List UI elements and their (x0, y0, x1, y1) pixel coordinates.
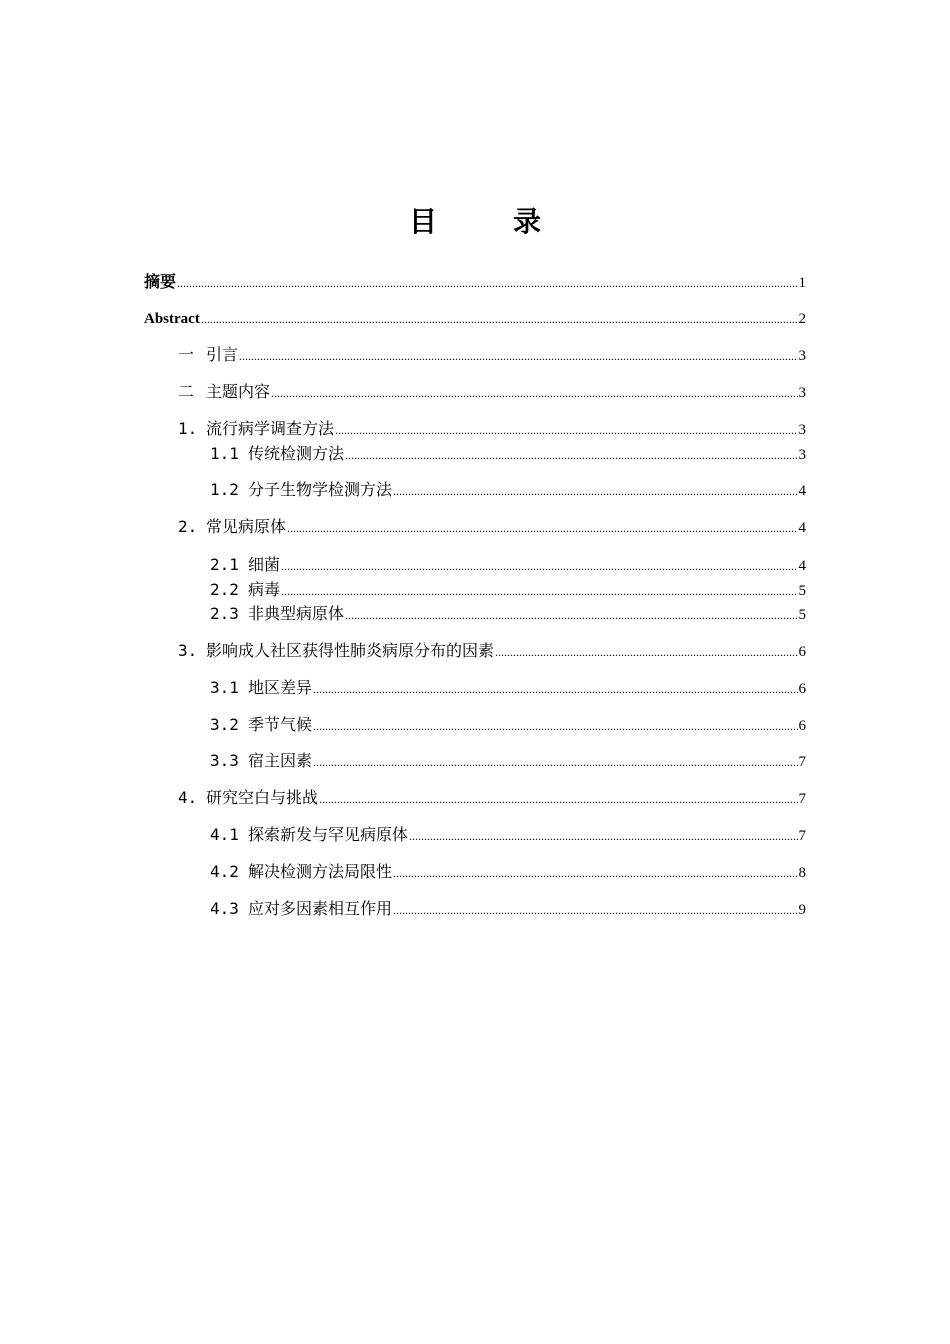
toc-entry-label: 季节气候 (248, 715, 313, 734)
toc-entry-number: 4.2 (210, 862, 239, 881)
toc-leader-dots (393, 481, 797, 501)
toc-entry-section-1[interactable] (178, 419, 806, 440)
toc-entry-page: 4 (798, 558, 806, 574)
toc-leader-dots (287, 518, 797, 538)
toc-entry-section-2-2[interactable] (210, 580, 806, 601)
toc-entry-page: 4 (798, 483, 806, 499)
toc-leader-dots (345, 445, 797, 465)
toc-entry-page: 3 (798, 385, 806, 401)
toc-leader-dots (393, 900, 797, 920)
toc-entry-page: 7 (798, 828, 806, 844)
toc-entry-label: 常见病原体 (206, 517, 287, 536)
toc-entry-section-3-1[interactable] (210, 678, 806, 699)
toc-entry-number: 一 (178, 345, 195, 364)
toc-leader-dots (345, 605, 797, 625)
toc-entry-abstract-en[interactable] (144, 309, 806, 329)
toc-entry-label: 主题内容 (206, 382, 271, 401)
toc-entry-label: 非典型病原体 (248, 604, 345, 623)
toc-entry-page: 1 (798, 275, 806, 291)
toc-entry-section-2[interactable] (178, 517, 806, 538)
toc-entry-section-3-2[interactable] (210, 715, 806, 736)
toc-entry-number: 3.1 (210, 678, 239, 697)
toc-entry-label: 应对多因素相互作用 (248, 899, 393, 918)
toc-entry-number: 1. (178, 419, 198, 438)
toc-entry-page: 9 (798, 902, 806, 918)
toc-entry-main-content[interactable] (178, 382, 806, 403)
toc-leader-dots (177, 273, 797, 293)
toc-entry-page: 3 (798, 422, 806, 438)
toc-entry-label: 引言 (206, 345, 239, 364)
toc-entry-number: 二 (178, 382, 195, 401)
toc-entry-section-4-1[interactable] (210, 825, 806, 846)
toc-title: 目 录 (408, 205, 565, 238)
toc-entry-number: 3.2 (210, 715, 239, 734)
toc-entry-label: 分子生物学检测方法 (248, 480, 393, 499)
toc-leader-dots (313, 679, 797, 699)
toc-entry-number: 4. (178, 788, 198, 807)
toc-entry-number: 4.3 (210, 899, 239, 918)
toc-entry-page: 4 (798, 520, 806, 536)
toc-entry-label: 探索新发与罕见病原体 (248, 825, 409, 844)
toc-entry-label: 宿主因素 (248, 751, 313, 770)
toc-entry-number: 2.3 (210, 604, 239, 623)
toc-leader-dots (281, 556, 797, 576)
toc-entry-page: 8 (798, 865, 806, 881)
toc-entry-page: 3 (798, 348, 806, 364)
toc-entry-label: 解决检测方法局限性 (248, 862, 393, 881)
toc-leader-dots (271, 383, 797, 403)
toc-entry-number: 2. (178, 517, 198, 536)
toc-entry-section-1-1[interactable] (210, 444, 806, 465)
toc-entry-number: 2.2 (210, 580, 239, 599)
toc-entry-label: 地区差异 (248, 678, 313, 697)
toc-entry-number: 2.1 (210, 555, 239, 574)
toc-leader-dots (393, 863, 797, 883)
toc-entry-section-4-3[interactable] (210, 899, 806, 920)
toc-entry-label: 影响成人社区获得性肺炎病原分布的因素 (206, 641, 495, 660)
toc-entry-page: 5 (798, 583, 806, 599)
toc-entry-section-2-3[interactable] (210, 604, 806, 625)
toc-entry-label: 细菌 (248, 555, 281, 574)
toc-entry-section-4[interactable] (178, 788, 806, 809)
toc-entry-label: 研究空白与挑战 (206, 788, 319, 807)
toc-leader-dots (409, 826, 797, 846)
toc-entry-section-4-2[interactable] (210, 862, 806, 883)
toc-entry-label: 病毒 (248, 580, 281, 599)
toc-leader-dots (319, 789, 797, 809)
toc-entry-label: Abstract (144, 311, 200, 327)
toc-entry-label: 摘要 (144, 272, 177, 291)
toc-leader-dots (201, 309, 798, 329)
toc-entry-page: 5 (798, 607, 806, 623)
toc-entry-section-3-3[interactable] (210, 751, 806, 772)
toc-entry-number: 3. (178, 641, 198, 660)
toc-entry-page: 3 (798, 447, 806, 463)
toc-entry-number: 3.3 (210, 751, 239, 770)
toc-entry-section-2-1[interactable] (210, 555, 806, 576)
toc-entry-page: 6 (798, 718, 806, 734)
toc-entry-number: 1.2 (210, 480, 239, 499)
toc-leader-dots (495, 642, 797, 662)
toc-entry-label: 流行病学调查方法 (206, 419, 335, 438)
toc-entry-page: 7 (798, 754, 806, 770)
toc-entry-section-3[interactable] (178, 641, 806, 662)
toc-entry-number: 1.1 (210, 444, 239, 463)
toc-entry-number: 4.1 (210, 825, 239, 844)
toc-leader-dots (313, 752, 797, 772)
toc-entry-page: 2 (798, 311, 806, 327)
toc-entry-page: 6 (798, 681, 806, 697)
toc-leader-dots (313, 716, 797, 736)
toc-entry-page: 7 (798, 791, 806, 807)
toc-leader-dots (335, 420, 797, 440)
toc-leader-dots (281, 581, 797, 601)
toc-entry-abstract-cn[interactable] (144, 272, 806, 293)
toc-entry-section-1-2[interactable] (210, 480, 806, 501)
toc-entry-label: 传统检测方法 (248, 444, 345, 463)
toc-entry-page: 6 (798, 644, 806, 660)
toc-entry-introduction[interactable] (178, 345, 806, 366)
toc-leader-dots (239, 346, 797, 366)
